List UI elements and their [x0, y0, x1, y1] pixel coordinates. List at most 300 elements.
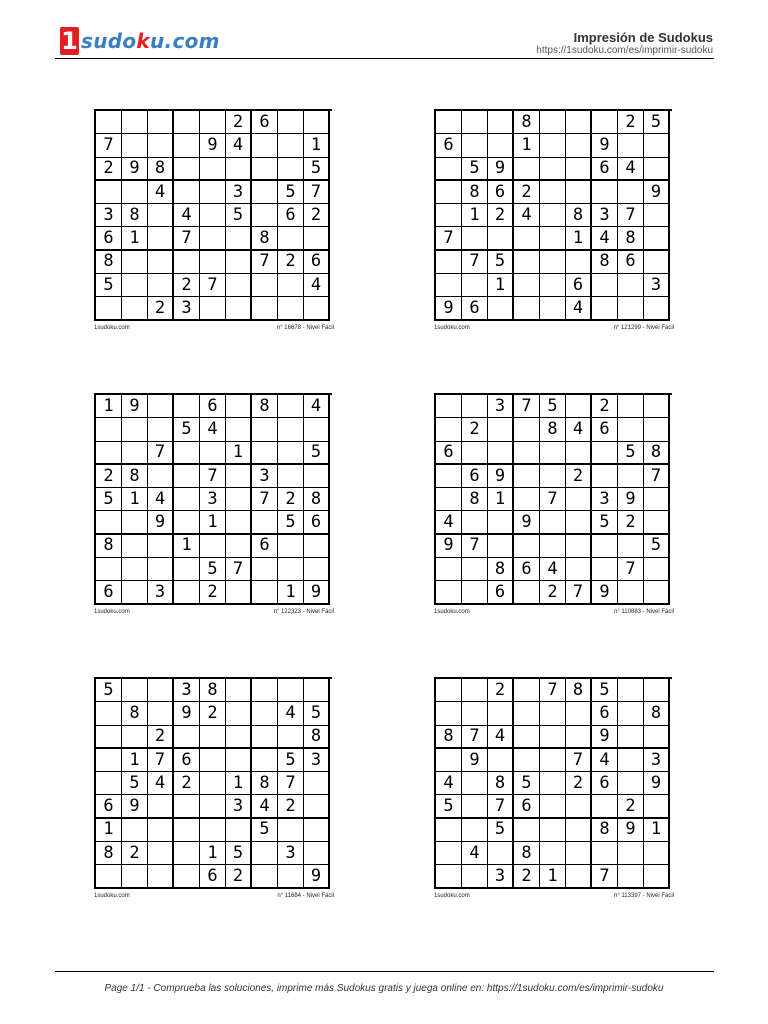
sudoku-cell: 1 — [566, 227, 592, 250]
sudoku-cell — [148, 679, 174, 702]
sudoku-cell — [540, 227, 566, 250]
sudoku-cell — [644, 158, 670, 181]
sudoku-cell — [566, 488, 592, 511]
sudoku-cell — [304, 297, 330, 320]
sudoku-cell — [304, 227, 330, 250]
sudoku-cell — [226, 227, 252, 250]
sudoku-cell: 5 — [278, 181, 304, 204]
sudoku-cell: 7 — [618, 204, 644, 227]
sudoku-cell: 4 — [200, 418, 226, 441]
sudoku-cell — [592, 558, 618, 581]
sudoku-cell — [540, 204, 566, 227]
sudoku-cell: 6 — [514, 795, 540, 818]
sudoku-cell — [566, 842, 592, 865]
sudoku-cell — [436, 158, 462, 181]
sudoku-cell: 1 — [200, 511, 226, 534]
sudoku-cell: 3 — [200, 488, 226, 511]
sudoku-cell — [436, 819, 462, 842]
sudoku-cell — [226, 726, 252, 749]
sudoku-cell — [436, 204, 462, 227]
sudoku-cell — [618, 749, 644, 772]
sudoku-cell: 6 — [618, 251, 644, 274]
sudoku-cell: 2 — [174, 274, 200, 297]
sudoku-cell — [96, 297, 122, 320]
sudoku-cell — [462, 772, 488, 795]
sudoku-cell — [174, 581, 200, 604]
sudoku-cell — [488, 227, 514, 250]
sudoku-cell: 1 — [122, 749, 148, 772]
logo-mark: 1 — [61, 27, 78, 55]
sudoku-puzzle — [434, 677, 674, 899]
sudoku-cell: 6 — [592, 418, 618, 441]
sudoku-cell: 6 — [174, 749, 200, 772]
sudoku-cell — [278, 274, 304, 297]
sudoku-cell: 8 — [462, 181, 488, 204]
sudoku-cell — [644, 297, 670, 320]
sudoku-cell: 1 — [278, 581, 304, 604]
sudoku-cell: 2 — [226, 111, 252, 134]
sudoku-cell: 9 — [488, 158, 514, 181]
sudoku-cell: 2 — [618, 795, 644, 818]
sudoku-cell: 4 — [304, 274, 330, 297]
sudoku-cell — [304, 772, 330, 795]
sudoku-cell — [252, 418, 278, 441]
sudoku-cell: 8 — [252, 772, 278, 795]
sudoku-cell — [566, 181, 592, 204]
sudoku-cell: 1 — [96, 819, 122, 842]
sudoku-cell — [618, 274, 644, 297]
sudoku-cell — [540, 842, 566, 865]
sudoku-cell: 5 — [462, 158, 488, 181]
sudoku-cell — [226, 251, 252, 274]
sudoku-cell: 8 — [148, 158, 174, 181]
sudoku-cell — [618, 772, 644, 795]
sudoku-cell: 1 — [644, 819, 670, 842]
sudoku-cell: 5 — [96, 274, 122, 297]
sudoku-cell — [436, 395, 462, 418]
sudoku-cell — [644, 418, 670, 441]
sudoku-cell — [96, 418, 122, 441]
sudoku-cell: 3 — [226, 181, 252, 204]
sudoku-cell: 6 — [514, 558, 540, 581]
sudoku-cell: 4 — [488, 726, 514, 749]
sudoku-cell — [278, 465, 304, 488]
sudoku-cell: 5 — [488, 251, 514, 274]
sudoku-cell — [200, 749, 226, 772]
sudoku-cell — [514, 227, 540, 250]
sudoku-cell — [540, 702, 566, 725]
sudoku-cell: 2 — [462, 418, 488, 441]
sudoku-cell: 8 — [304, 488, 330, 511]
sudoku-cell — [174, 134, 200, 157]
sudoku-cell: 2 — [304, 204, 330, 227]
sudoku-cell: 7 — [462, 251, 488, 274]
sudoku-cell — [96, 772, 122, 795]
sudoku-cell: 5 — [514, 772, 540, 795]
sudoku-cell: 8 — [644, 442, 670, 465]
sudoku-cell — [618, 842, 644, 865]
sudoku-cell: 5 — [122, 772, 148, 795]
sudoku-cell — [122, 442, 148, 465]
sudoku-cell — [618, 865, 644, 888]
puzzle-site: 1sudoku.com — [94, 324, 130, 331]
sudoku-cell: 5 — [226, 204, 252, 227]
sudoku-cell — [174, 795, 200, 818]
sudoku-cell: 6 — [436, 134, 462, 157]
sudoku-cell: 7 — [200, 274, 226, 297]
sudoku-cell — [252, 204, 278, 227]
sudoku-cell — [96, 111, 122, 134]
sudoku-cell — [592, 297, 618, 320]
sudoku-cell: 7 — [148, 749, 174, 772]
sudoku-cell: 2 — [488, 679, 514, 702]
sudoku-cell — [122, 865, 148, 888]
sudoku-cell — [122, 297, 148, 320]
sudoku-cell — [252, 442, 278, 465]
sudoku-cell — [226, 418, 252, 441]
puzzle-site: 1sudoku.com — [434, 608, 470, 615]
sudoku-cell — [304, 111, 330, 134]
sudoku-cell: 7 — [304, 181, 330, 204]
sudoku-cell: 6 — [488, 181, 514, 204]
sudoku-cell: 4 — [148, 772, 174, 795]
sudoku-cell — [540, 795, 566, 818]
sudoku-cell: 8 — [488, 772, 514, 795]
sudoku-cell — [122, 819, 148, 842]
logo-text-part-1: sudo — [81, 29, 137, 53]
sudoku-cell — [436, 181, 462, 204]
sudoku-cell: 5 — [592, 679, 618, 702]
sudoku-cell — [174, 842, 200, 865]
sudoku-cell: 2 — [514, 181, 540, 204]
sudoku-cell: 8 — [96, 251, 122, 274]
sudoku-cell — [618, 581, 644, 604]
sudoku-cell — [488, 297, 514, 320]
sudoku-cell — [96, 749, 122, 772]
sudoku-cell — [174, 111, 200, 134]
sudoku-cell: 7 — [148, 442, 174, 465]
sudoku-cell — [122, 274, 148, 297]
sudoku-cell — [148, 395, 174, 418]
sudoku-cell — [592, 111, 618, 134]
sudoku-cell — [278, 297, 304, 320]
sudoku-cell — [462, 442, 488, 465]
sudoku-cell — [200, 535, 226, 558]
logo-text-part-2: k — [136, 29, 151, 53]
sudoku-cell — [618, 535, 644, 558]
sudoku-cell — [618, 395, 644, 418]
sudoku-cell — [644, 395, 670, 418]
sudoku-cell — [122, 581, 148, 604]
sudoku-cell: 7 — [462, 535, 488, 558]
sudoku-cell: 2 — [278, 488, 304, 511]
puzzle-info: n° 110883 - Nivel Fácil — [614, 608, 674, 615]
sudoku-cell — [488, 702, 514, 725]
sudoku-cell: 6 — [436, 442, 462, 465]
sudoku-cell — [226, 535, 252, 558]
sudoku-cell: 5 — [96, 488, 122, 511]
sudoku-cell: 6 — [96, 227, 122, 250]
sudoku-cell: 3 — [148, 581, 174, 604]
sudoku-cell — [278, 535, 304, 558]
sudoku-cell: 1 — [304, 134, 330, 157]
sudoku-cell: 7 — [592, 865, 618, 888]
sudoku-cell: 3 — [488, 395, 514, 418]
sudoku-cell: 9 — [122, 395, 148, 418]
sudoku-cell: 3 — [174, 679, 200, 702]
sudoku-cell — [488, 511, 514, 534]
sudoku-cell: 2 — [618, 111, 644, 134]
sudoku-cell — [644, 558, 670, 581]
sudoku-cell — [278, 418, 304, 441]
sudoku-cell — [200, 795, 226, 818]
sudoku-cell — [462, 702, 488, 725]
logo-text-part-3: u.com — [150, 29, 220, 53]
sudoku-cell: 5 — [174, 418, 200, 441]
sudoku-cell — [226, 749, 252, 772]
sudoku-cell: 7 — [488, 795, 514, 818]
sudoku-cell — [436, 749, 462, 772]
sudoku-cell: 7 — [200, 465, 226, 488]
sudoku-cell: 9 — [514, 511, 540, 534]
sudoku-cell — [592, 181, 618, 204]
sudoku-cell: 1 — [462, 204, 488, 227]
sudoku-cell: 3 — [96, 204, 122, 227]
sudoku-cell: 5 — [436, 795, 462, 818]
sudoku-cell: 4 — [462, 842, 488, 865]
puzzle-site: 1sudoku.com — [94, 892, 130, 899]
sudoku-cell: 2 — [278, 795, 304, 818]
sudoku-cell: 8 — [436, 726, 462, 749]
sudoku-cell — [540, 274, 566, 297]
sudoku-cell: 6 — [278, 204, 304, 227]
sudoku-cell — [540, 749, 566, 772]
sudoku-cell — [148, 251, 174, 274]
sudoku-cell — [436, 842, 462, 865]
sudoku-cell — [96, 511, 122, 534]
sudoku-cell — [252, 679, 278, 702]
puzzle-footer — [434, 609, 674, 615]
sudoku-cell — [252, 511, 278, 534]
sudoku-cell: 3 — [644, 749, 670, 772]
sudoku-cell: 2 — [96, 465, 122, 488]
sudoku-cell: 3 — [644, 274, 670, 297]
sudoku-cell — [278, 442, 304, 465]
sudoku-cell — [540, 297, 566, 320]
sudoku-cell: 5 — [644, 535, 670, 558]
sudoku-cell: 8 — [514, 111, 540, 134]
sudoku-cell: 9 — [122, 158, 148, 181]
sudoku-cell: 4 — [174, 204, 200, 227]
sudoku-cell: 4 — [148, 488, 174, 511]
sudoku-cell — [252, 558, 278, 581]
sudoku-cell: 8 — [592, 251, 618, 274]
sudoku-cell: 2 — [226, 865, 252, 888]
sudoku-cell — [488, 749, 514, 772]
sudoku-cell — [514, 488, 540, 511]
sudoku-cell — [618, 702, 644, 725]
sudoku-cell — [566, 134, 592, 157]
sudoku-cell — [462, 795, 488, 818]
sudoku-cell: 2 — [96, 158, 122, 181]
sudoku-cell: 2 — [148, 726, 174, 749]
sudoku-cell — [278, 865, 304, 888]
sudoku-cell — [540, 465, 566, 488]
sudoku-cell: 3 — [174, 297, 200, 320]
sudoku-cell — [514, 274, 540, 297]
sudoku-cell: 5 — [278, 749, 304, 772]
site-logo[interactable] — [60, 26, 220, 56]
sudoku-cell — [488, 418, 514, 441]
sudoku-cell: 9 — [174, 702, 200, 725]
sudoku-cell — [540, 111, 566, 134]
sudoku-cell — [226, 511, 252, 534]
sudoku-cell: 5 — [96, 679, 122, 702]
sudoku-cell: 2 — [618, 511, 644, 534]
sudoku-cell — [540, 819, 566, 842]
sudoku-cell — [462, 819, 488, 842]
sudoku-cell: 9 — [592, 134, 618, 157]
sudoku-cell: 7 — [462, 726, 488, 749]
sudoku-cell — [514, 158, 540, 181]
sudoku-cell: 8 — [96, 535, 122, 558]
sudoku-cell: 2 — [540, 581, 566, 604]
sudoku-cell: 7 — [644, 465, 670, 488]
sudoku-cell — [436, 679, 462, 702]
sudoku-cell — [96, 558, 122, 581]
sudoku-cell: 2 — [488, 204, 514, 227]
sudoku-cell — [462, 395, 488, 418]
sudoku-cell — [174, 395, 200, 418]
sudoku-cell — [174, 819, 200, 842]
sudoku-cell — [252, 726, 278, 749]
sudoku-cell — [540, 158, 566, 181]
sudoku-cell: 8 — [122, 204, 148, 227]
sudoku-cell: 9 — [644, 181, 670, 204]
sudoku-cell — [566, 819, 592, 842]
sudoku-cell — [644, 488, 670, 511]
sudoku-cell — [122, 535, 148, 558]
sudoku-grid — [94, 109, 332, 321]
sudoku-cell — [96, 702, 122, 725]
sudoku-cell: 6 — [304, 251, 330, 274]
sudoku-cell: 5 — [592, 511, 618, 534]
puzzle-site: 1sudoku.com — [434, 324, 470, 331]
sudoku-cell — [644, 795, 670, 818]
sudoku-cell: 7 — [618, 558, 644, 581]
sudoku-cell — [566, 795, 592, 818]
sudoku-cell — [252, 181, 278, 204]
sudoku-cell: 4 — [436, 772, 462, 795]
sudoku-puzzle — [94, 109, 334, 331]
sudoku-cell — [618, 297, 644, 320]
sudoku-cell: 3 — [488, 865, 514, 888]
sudoku-cell — [252, 865, 278, 888]
sudoku-cell — [122, 111, 148, 134]
sudoku-cell — [304, 535, 330, 558]
sudoku-cell: 6 — [488, 581, 514, 604]
sudoku-cell — [462, 679, 488, 702]
sudoku-cell: 5 — [200, 558, 226, 581]
sudoku-cell — [200, 726, 226, 749]
sudoku-cell — [592, 274, 618, 297]
sudoku-cell: 8 — [96, 842, 122, 865]
sudoku-cell — [592, 795, 618, 818]
sudoku-cell — [514, 749, 540, 772]
sudoku-cell: 6 — [462, 297, 488, 320]
sudoku-cell — [644, 842, 670, 865]
sudoku-cell — [174, 511, 200, 534]
sudoku-cell: 9 — [304, 581, 330, 604]
sudoku-cell: 9 — [462, 749, 488, 772]
sudoku-cell — [252, 581, 278, 604]
sudoku-cell: 9 — [592, 581, 618, 604]
sudoku-cell: 7 — [540, 488, 566, 511]
sudoku-cell — [122, 558, 148, 581]
sudoku-cell — [148, 795, 174, 818]
sudoku-cell: 6 — [462, 465, 488, 488]
sudoku-cell: 2 — [566, 465, 592, 488]
sudoku-cell — [122, 181, 148, 204]
sudoku-cell: 2 — [592, 395, 618, 418]
sudoku-cell: 9 — [592, 726, 618, 749]
sudoku-cell: 9 — [644, 772, 670, 795]
sudoku-cell — [566, 251, 592, 274]
sudoku-cell: 3 — [226, 795, 252, 818]
sudoku-cell: 4 — [618, 158, 644, 181]
sudoku-cell — [200, 181, 226, 204]
sudoku-cell: 1 — [488, 274, 514, 297]
sudoku-cell — [462, 581, 488, 604]
sudoku-cell — [462, 558, 488, 581]
sudoku-cell: 8 — [566, 204, 592, 227]
sudoku-cell — [618, 134, 644, 157]
sudoku-cell — [436, 111, 462, 134]
page-url[interactable]: https://1sudoku.com/es/imprimir-sudoku — [536, 45, 713, 56]
sudoku-cell — [226, 395, 252, 418]
sudoku-cell: 6 — [566, 274, 592, 297]
sudoku-cell: 8 — [122, 702, 148, 725]
sudoku-cell — [644, 865, 670, 888]
sudoku-cell — [540, 772, 566, 795]
sudoku-cell — [278, 111, 304, 134]
puzzle-footer — [94, 893, 334, 899]
sudoku-cell — [462, 134, 488, 157]
sudoku-cell: 1 — [226, 772, 252, 795]
sudoku-cell — [278, 134, 304, 157]
sudoku-cell — [122, 726, 148, 749]
sudoku-cell: 6 — [592, 772, 618, 795]
sudoku-cell — [436, 488, 462, 511]
sudoku-cell — [514, 581, 540, 604]
sudoku-cell: 7 — [436, 227, 462, 250]
sudoku-cell — [278, 726, 304, 749]
sudoku-cell — [514, 702, 540, 725]
sudoku-cell: 5 — [278, 511, 304, 534]
puzzle-info: n° 11684 - Nivel Fácil — [277, 892, 334, 899]
sudoku-cell: 3 — [252, 465, 278, 488]
sudoku-cell: 6 — [96, 581, 122, 604]
sudoku-cell: 2 — [174, 772, 200, 795]
sudoku-cell — [226, 819, 252, 842]
sudoku-cell — [148, 819, 174, 842]
puzzle-info: n° 121299 - Nivel Fácil — [613, 324, 674, 331]
sudoku-grid — [434, 393, 672, 605]
sudoku-cell — [252, 134, 278, 157]
sudoku-cell: 9 — [618, 488, 644, 511]
sudoku-cell — [174, 488, 200, 511]
page-footer-text[interactable]: Page 1/1 - Comprueba las soluciones, imprime más Sudokus gratis y juega online en: https://1sudoku.com/es/imprimir-sudoku — [104, 983, 664, 994]
